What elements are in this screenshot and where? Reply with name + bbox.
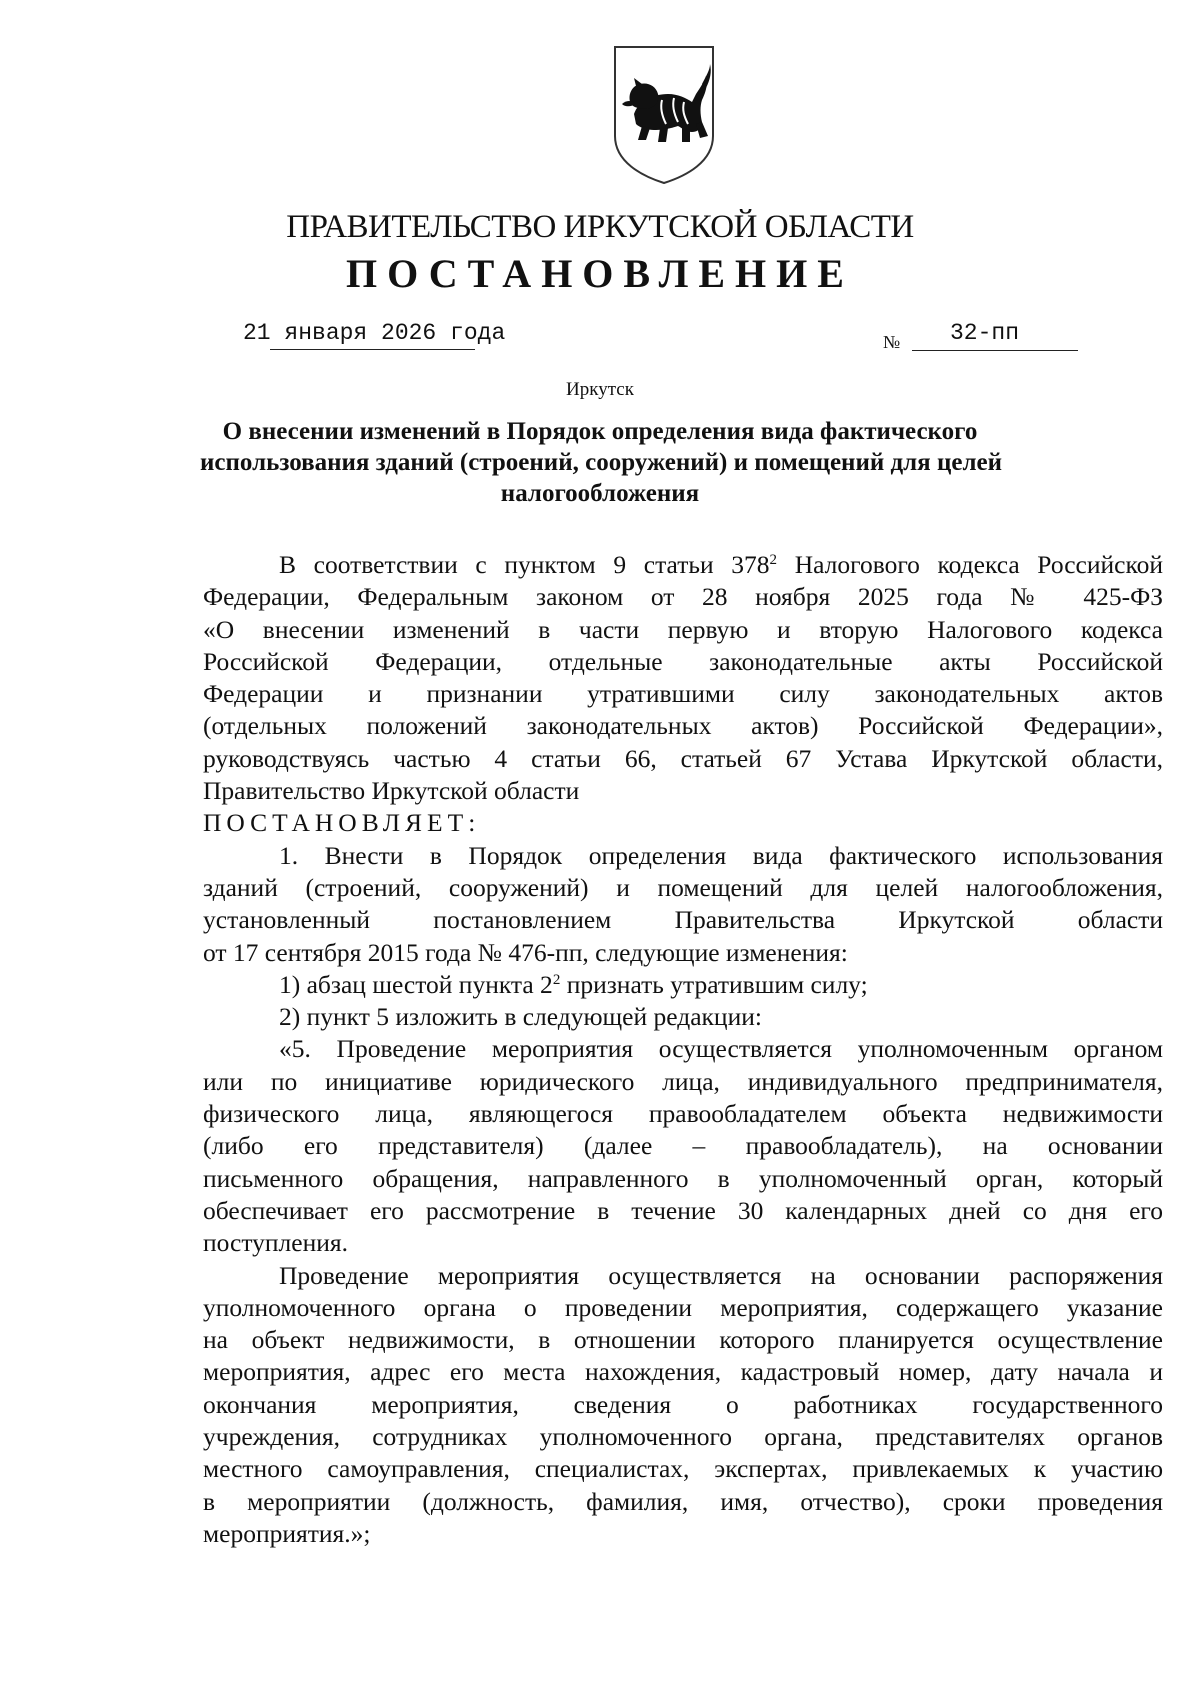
preamble-line: «О внесении изменений в части первую и вторую Налогового кодекса — [203, 614, 1163, 644]
point-5b-line: на объект недвижимости, в отношении которого планируется осуществление — [203, 1325, 1163, 1355]
superscript: 2 — [552, 971, 561, 988]
preamble-line: Российской Федерации, отдельные законодательные акты Российской — [203, 646, 1163, 676]
sub-item-1 — [203, 969, 1163, 1001]
item-1-line: зданий (строений, сооружений) и помещений для целей налогообложения, — [203, 872, 1163, 902]
preamble-line: Федерации, Федеральным законом от 28 ноября 2025 года № 425-ФЗ — [203, 582, 1163, 612]
document-number: 32-пп — [950, 320, 1020, 346]
point-5-line: письменного обращения, направленного в уполномоченный орган, который — [203, 1163, 1163, 1193]
number-underline — [912, 350, 1078, 351]
item-1-line: от 17 сентября 2015 года № 476-пп, следующие изменения: — [203, 937, 848, 967]
point-5-line: физического лица, являющегося правообладателем объекта недвижимости — [203, 1099, 1163, 1129]
preamble-line: руководствуясь частью 4 статьи 66, статьей 67 Устава Иркутской области, — [203, 743, 1163, 773]
title-line: О внесении изменений в Порядок определения вида фактического — [222, 418, 978, 445]
number-sign: № — [883, 332, 901, 352]
city-name: Иркутск — [566, 379, 634, 400]
preamble-line: Федерации и признании утратившими силу законодательных актов — [203, 679, 1163, 709]
document-date: 21 января 2026 года — [243, 320, 506, 346]
superscript: 2 — [769, 552, 778, 568]
preamble-line: (отдельных положений законодательных актов) Российской Федерации», — [203, 711, 1163, 741]
preamble-line — [203, 549, 1163, 581]
preamble-line: Правительство Иркутской области — [203, 776, 580, 806]
item-1-line: установленный постановлением Правительства Иркутской области — [203, 905, 1163, 935]
point-5b-line: мероприятия.»; — [203, 1518, 371, 1548]
coat-of-arms-icon — [612, 44, 716, 186]
point-5-line: (либо его представителя) (далее – правообладатель), на основании — [203, 1131, 1163, 1161]
point-5-line: или по инициативе юридического лица, индивидуального предпринимателя, — [203, 1066, 1163, 1096]
point-5-line: поступления. — [203, 1228, 348, 1258]
date-underline — [270, 349, 475, 350]
point-5-line: обеспечивает его рассмотрение в течение 30 календарных дней со дня его — [203, 1195, 1163, 1225]
document-body — [203, 549, 1163, 1550]
text-run: 1) абзац шестой пункта 2 — [279, 969, 553, 999]
point-5b-line: уполномоченного органа о проведении мероприятия, содержащего указание — [203, 1292, 1163, 1322]
point-5b-line: местного самоуправления, специалистах, экспертах, привлекаемых к участию — [203, 1454, 1163, 1484]
point-5b-line: Проведение мероприятия осуществляется на основании распоряжения — [279, 1260, 1163, 1290]
decree-word: ПОСТАНОВЛЯЕТ: — [203, 808, 481, 838]
text-run: Налогового кодекса Российской — [777, 550, 1163, 579]
government-name: ПРАВИТЕЛЬСТВО ИРКУТСКОЙ ОБЛАСТИ — [286, 209, 914, 245]
title-line: использования зданий (строений, сооружений) и помещений для целей — [200, 449, 1002, 476]
point-5b-line: мероприятия, адрес его места нахождения, кадастровый номер, дату начала и — [203, 1357, 1163, 1387]
point-5-line: «5. Проведение мероприятия осуществляется уполномоченным органом — [279, 1034, 1163, 1064]
document-title — [200, 416, 1000, 509]
document-type: ПОСТАНОВЛЕНИЕ — [346, 251, 854, 296]
text-run: В соответствии с пунктом 9 статьи 378 — [279, 550, 770, 579]
sub-item-2: 2) пункт 5 изложить в следующей редакции: — [279, 1002, 762, 1032]
point-5b-line: в мероприятии (должность, фамилия, имя, отчество), сроки проведения — [203, 1486, 1163, 1516]
coat-of-arms-emblem — [612, 44, 716, 186]
point-5b-line: учреждения, сотрудниках уполномоченного органа, представителях органов — [203, 1422, 1163, 1452]
point-5b-line: окончания мероприятия, сведения о работниках государственного — [203, 1389, 1163, 1419]
text-run: признать утратившим силу; — [560, 969, 868, 999]
title-line: налогообложения — [500, 480, 700, 507]
item-1-line: 1. Внести в Порядок определения вида фактического использования — [279, 840, 1163, 870]
